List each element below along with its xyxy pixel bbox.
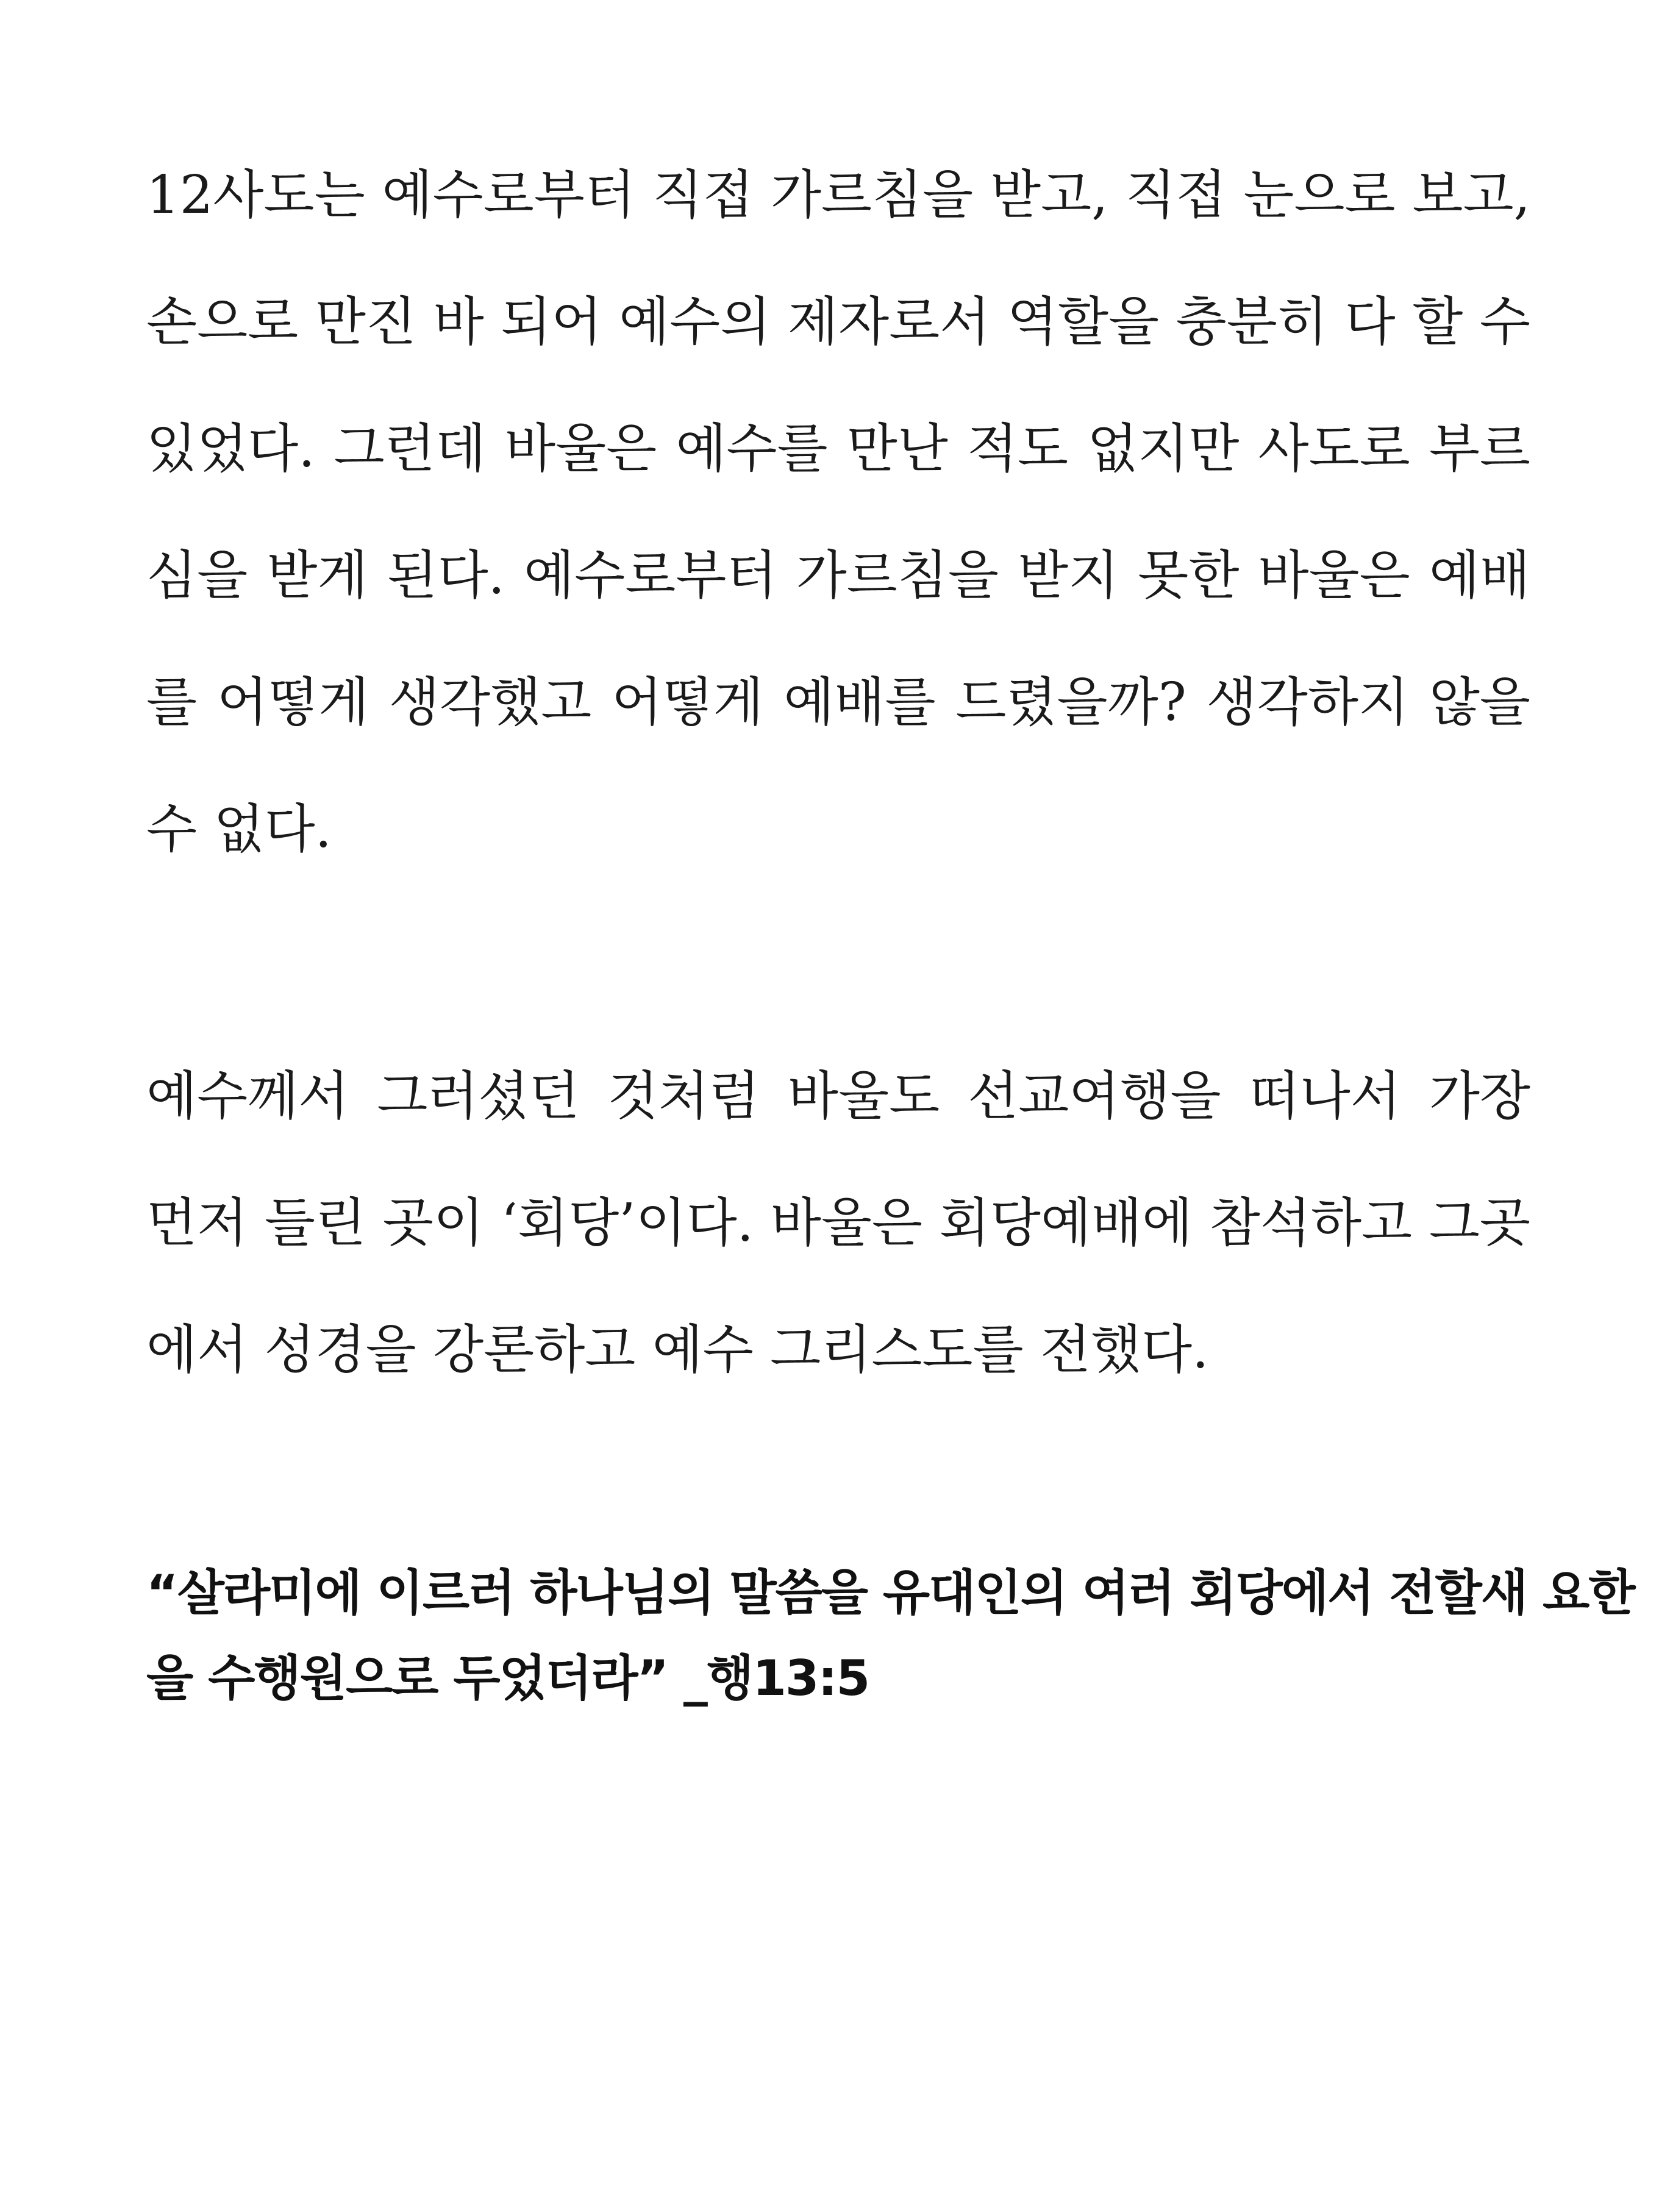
paragraph-1-line-2: 손으로 만진 바 되어 예수의 제자로서 역할을 충분히 다 할 수 [146,291,1530,352]
paragraph-2-line-1: 예수께서 그러셨던 것처럼 바울도 선교여행을 떠나서 가장 [146,1066,1530,1127]
paragraph-1-line-6: 수 없다. [146,799,332,860]
paragraph-2-line-3: 에서 성경을 강론하고 예수 그리스도를 전했다. [146,1319,1209,1380]
paragraph-2-line-2: 먼저 들린 곳이 ‘회당’이다. 바울은 회당예배에 참석하고 그곳 [146,1193,1530,1254]
paragraph-1-line-4: 심을 받게 된다. 예수로부터 가르침을 받지 못한 바울은 예배 [146,545,1530,606]
quote-line-2: 을 수행원으로 두었더라” _행13:5 [146,1650,869,1707]
paragraph-1-line-1: 12사도는 예수로부터 직접 가르침을 받고, 직접 눈으로 보고, [146,165,1530,226]
paragraph-1-line-5: 를 어떻게 생각했고 어떻게 예배를 드렸을까? 생각하지 않을 [146,672,1530,733]
paragraph-1-line-3: 있었다. 그런데 바울은 예수를 만난 적도 없지만 사도로 부르 [146,418,1530,479]
quote-line-1: “살라미에 이르러 하나님의 말씀을 유대인의 여러 회당에서 전할새 요한 [146,1564,1635,1621]
